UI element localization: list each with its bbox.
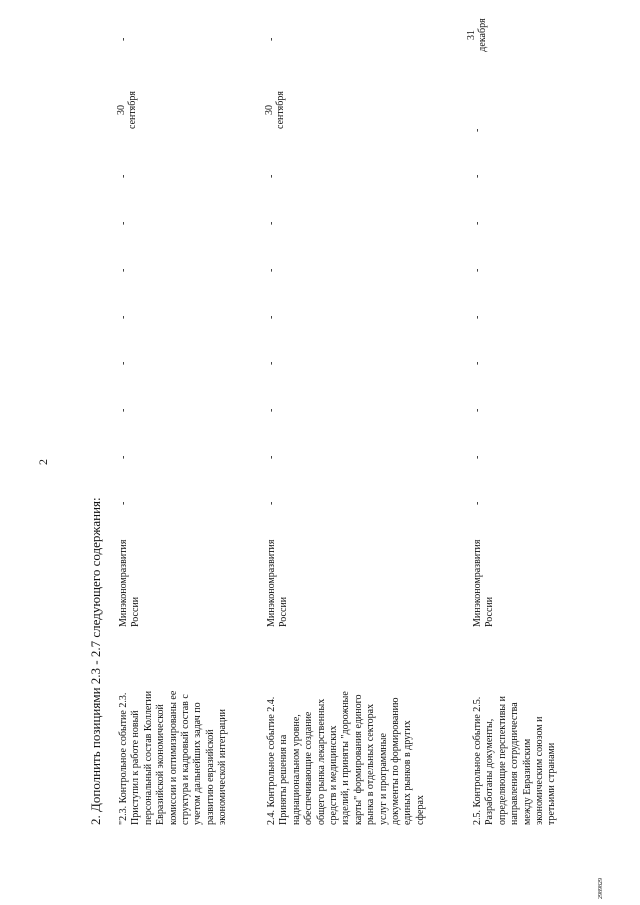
text-line: экономической интеграции: [217, 709, 229, 825]
text-line: Разработаны документы,: [484, 718, 496, 825]
responsible-org: [266, 507, 291, 627]
dash-cell: -: [266, 455, 277, 459]
dash-cell: -: [472, 221, 483, 225]
text-line: сферах: [414, 795, 426, 825]
text-line: структура и кадровый состав с: [180, 694, 192, 825]
text-line: карты" формирования единого: [352, 694, 364, 825]
dash-cell: -: [472, 174, 483, 178]
text-line: 30: [264, 105, 275, 115]
dash-cell: -: [472, 455, 483, 459]
text-line: между Евразийским: [521, 738, 533, 825]
dash-cell: -: [472, 361, 483, 365]
page-number: 2: [36, 459, 50, 465]
text-line: Минэкономразвития: [472, 539, 483, 627]
text-line: документы по формированию: [390, 697, 402, 825]
document-code: 2989829: [598, 878, 604, 899]
text-line: комиссии и оптимизированы ее: [167, 690, 179, 825]
text-line: третьими странами: [546, 742, 558, 825]
text-line: направления сотрудничества: [509, 702, 521, 825]
text-line: наднациональном уровне,: [290, 714, 302, 825]
text-line: развитию евразийской: [204, 729, 216, 825]
text-line: Минэкономразвития: [118, 539, 129, 627]
dash-cell: -: [118, 455, 129, 459]
text-line: сентября: [275, 91, 286, 129]
dash-cell: -: [266, 221, 277, 225]
dash-cell: -: [472, 128, 483, 132]
text-line: единых рынков в других: [402, 720, 414, 825]
dash-cell: -: [266, 501, 277, 505]
text-line: 2.4. Контрольное событие 2.4.: [266, 696, 277, 825]
dash-cell: -: [266, 361, 277, 365]
dash-cell: -: [266, 37, 277, 41]
text-line: обеспечивающие создание: [303, 711, 315, 825]
text-line: 30: [116, 105, 127, 115]
text-line: "2.3. Контрольное событие 2.3.: [118, 692, 129, 825]
dash-cell: -: [118, 361, 129, 365]
event-description: [266, 647, 427, 825]
text-line: России: [484, 596, 496, 627]
dash-cell: -: [118, 501, 129, 505]
text-line: услуг и программные: [377, 733, 389, 825]
dash-cell: -: [118, 174, 129, 178]
responsible-org: [118, 507, 143, 627]
text-line: изделий, и приняты "дорожные: [340, 691, 352, 825]
text-line: России: [278, 596, 290, 627]
dash-cell: -: [472, 315, 483, 319]
text-line: рынка в отдельных секторах: [365, 703, 377, 825]
dash-cell: -: [266, 174, 277, 178]
text-line: 31: [466, 30, 477, 40]
event-description: [472, 647, 559, 825]
dash-cell: -: [266, 268, 277, 272]
dash-cell: -: [118, 37, 129, 41]
deadline-date: [466, 5, 488, 65]
intro-text: 2. Дополнить позициями 2.3 - 2.7 следующего содержания:: [88, 497, 103, 825]
dash-cell: -: [118, 221, 129, 225]
text-line: декабря: [477, 18, 488, 52]
dash-cell: -: [118, 408, 129, 412]
deadline-date: [116, 80, 138, 140]
text-line: персональный состав Коллегии: [142, 690, 154, 825]
text-line: сентября: [127, 91, 138, 129]
text-line: общего рынка лекарственных: [315, 698, 327, 825]
text-line: средств и медицинских: [328, 725, 340, 825]
dash-cell: -: [472, 408, 483, 412]
text-line: России: [130, 596, 142, 627]
responsible-org: [472, 507, 497, 627]
dash-cell: -: [472, 501, 483, 505]
dash-cell: -: [472, 268, 483, 272]
event-description: [118, 647, 230, 825]
dash-cell: -: [118, 268, 129, 272]
text-line: 2.5. Контрольное событие 2.5.: [472, 696, 483, 825]
dash-cell: -: [118, 315, 129, 319]
dash-cell: -: [266, 408, 277, 412]
text-line: экономическим союзом и: [534, 716, 546, 825]
text-line: Приняты решения на: [278, 734, 290, 825]
deadline-date: [264, 80, 286, 140]
dash-cell: -: [266, 315, 277, 319]
text-line: Приступил к работе новый: [130, 710, 142, 825]
text-line: учетом дальнейших задач по: [192, 702, 204, 825]
text-line: Минэкономразвития: [266, 539, 277, 627]
text-line: Евразийской экономической: [155, 704, 167, 825]
text-line: определяющие перспективы и: [496, 696, 508, 825]
